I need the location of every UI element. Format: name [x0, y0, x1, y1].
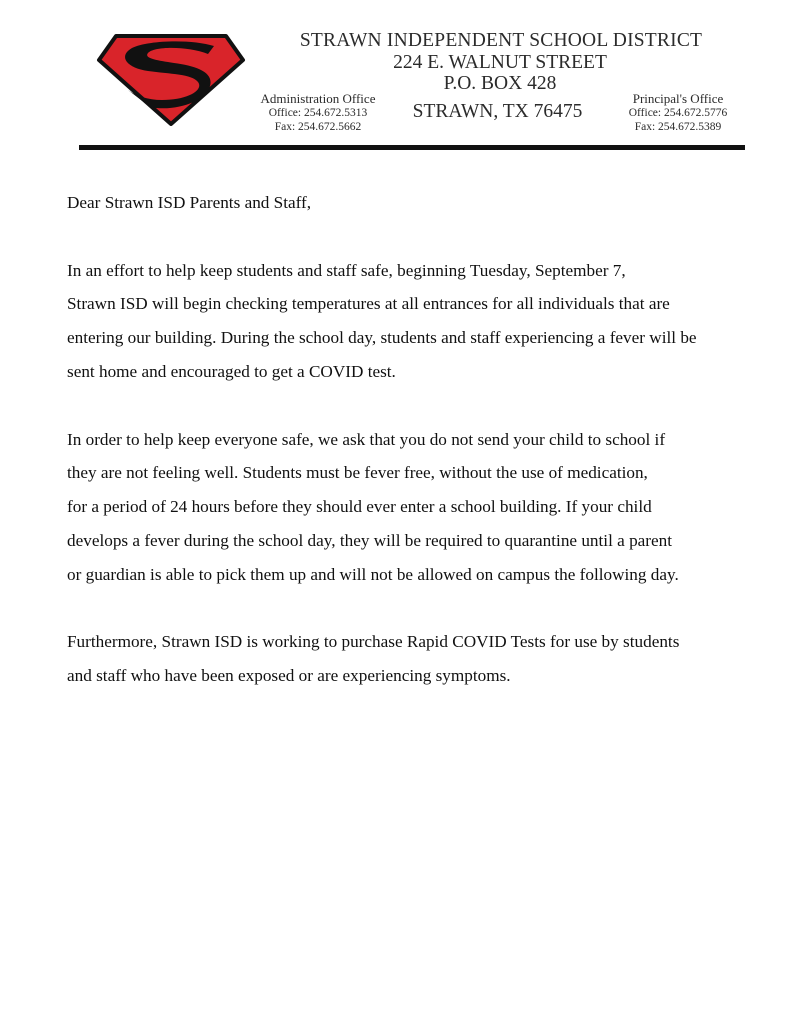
superman-shield-logo	[96, 30, 246, 126]
paragraph-line: Strawn ISD will begin checking temperatures at all entrances for all individuals that are	[67, 294, 670, 314]
paragraph-temperature-checks	[67, 254, 777, 389]
paragraph-line: In an effort to help keep students and staff safe, beginning Tuesday, September 7,	[67, 260, 626, 280]
letterhead	[0, 0, 812, 160]
letterhead-divider	[79, 145, 745, 150]
administration-office-fax: Fax: 254.672.5662	[274, 121, 362, 133]
administration-office-block	[248, 91, 388, 134]
po-box: P.O. BOX 428	[443, 73, 557, 94]
paragraph-line: and staff who have been exposed or are experiencing symptoms.	[67, 666, 511, 686]
letter-body	[67, 186, 777, 727]
district-name: STRAWN INDEPENDENT SCHOOL DISTRICT	[299, 30, 703, 51]
principal-office-phone: Office: 254.672.5776	[628, 107, 728, 119]
principal-office-title: Principal's Office	[632, 91, 724, 106]
paragraph-line: they are not feeling well. Students must be fever free, without the use of medication,	[67, 463, 648, 483]
paragraph-line: sent home and encouraged to get a COVID test.	[67, 361, 396, 381]
street-address: 224 E. WALNUT STREET	[393, 52, 607, 73]
district-address-block	[255, 30, 745, 94]
paragraph-line: entering our building. During the school day, students and staff experiencing a fever will be	[67, 328, 697, 348]
shield-shape	[99, 36, 243, 124]
administration-office-title: Administration Office	[260, 91, 376, 106]
paragraph-fever-policy	[67, 423, 777, 592]
paragraph-line: Furthermore, Strawn ISD is working to purchase Rapid COVID Tests for use by students	[67, 632, 680, 652]
administration-office-phone: Office: 254.672.5313	[268, 107, 368, 119]
city-state-zip: STRAWN, TX 76475	[412, 101, 583, 122]
paragraph-line: for a period of 24 hours before they should ever enter a school building. If your child	[67, 497, 652, 517]
principal-office-block	[608, 91, 748, 134]
paragraph-line: In order to help keep everyone safe, we ask that you do not send your child to school if	[67, 429, 666, 449]
paragraph-line: or guardian is able to pick them up and will not be allowed on campus the following day.	[67, 564, 679, 584]
salutation: Dear Strawn ISD Parents and Staff,	[67, 193, 312, 212]
paragraph-rapid-tests	[67, 625, 777, 693]
paragraph-line: develops a fever during the school day, they will be required to quarantine until a parent	[67, 530, 673, 550]
principal-office-fax: Fax: 254.672.5389	[634, 121, 722, 133]
